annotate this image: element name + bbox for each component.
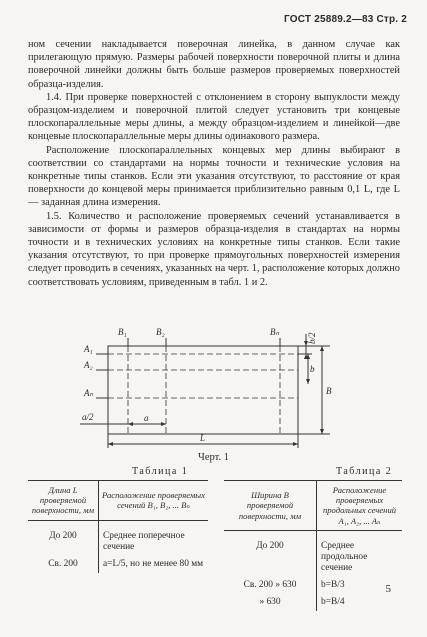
label-an: Aₙ (84, 388, 94, 398)
table2-header: Ширина B проверяемой поверхности, мм (224, 481, 317, 531)
label-bn: Bₙ (270, 327, 280, 337)
table1-header: Расположение проверяемых сечений B₁, B₂, ... Bₙ (99, 481, 209, 521)
label-half-a: a/2 (82, 412, 94, 422)
body-text (28, 38, 400, 289)
label-half-b: b/2 (307, 332, 317, 344)
drawing-1 (80, 324, 360, 452)
label-a: a (144, 413, 149, 423)
table-cell: Св. 200 (48, 558, 78, 569)
paragraph: 1.5. Количество и расположение проверяемых сечений устанавливается в зависимости от формы и размеров образца-изделия в стандартах на нормы точности и в технических условиях на конкретные типы станков. Если такие указания отсутствуют, то при проверке прямоугольных поверхностей измерения следует проводить в сечениях, указанных на черт. 1, расположение которых должно соответствовать условиям, приведенным в табл. 1 и 2. (28, 210, 400, 288)
table1-header: Длина L проверяемой поверхности, мм (28, 481, 99, 521)
paragraph: ном сечении накладывается поверочная линейка, в данном случае как прилегающую прямую. Размеры рабочей поверхности поверочной плиты и длина поверочной линейки должны быть больше размеров проверяемых поверхностей образца-изделия. (28, 39, 400, 90)
table-row (224, 594, 402, 611)
table-cell: До 200 (256, 540, 284, 551)
plate-outline (108, 346, 298, 434)
table-1 (28, 480, 208, 573)
table-row (224, 577, 402, 594)
table-cell: a=L/5, но не менее 80 мм (99, 556, 209, 573)
table-row (28, 556, 208, 573)
page-number: 5 (385, 583, 391, 595)
running-header: ГОСТ 25889.2—83 Стр. 2 (284, 14, 407, 25)
table-cell: Св. 200 » 630 (243, 579, 297, 590)
label-a2: A₂ (84, 360, 93, 370)
table-cell: b=B/3 (317, 577, 403, 594)
label-B: B (326, 386, 332, 396)
label-b: b (310, 364, 315, 374)
table-cell: b=B/4 (317, 594, 403, 611)
table-row (224, 530, 402, 577)
label-b2: B₂ (156, 327, 165, 337)
table-cell: Среднее поперечное сечение (99, 520, 209, 556)
table-cell: Среднее продольное сечение (317, 530, 403, 577)
table-cell: До 200 (49, 530, 77, 541)
figure-caption: Черт. 1 (198, 452, 229, 463)
label-a1: A₁ (84, 344, 93, 354)
table-2 (224, 480, 402, 611)
table2-header: Расположение проверяемых продольных сечений A₁, A₂, ... Aₙ (317, 481, 403, 531)
table2-title: Таблица 2 (336, 466, 393, 477)
label-L: L (200, 433, 206, 443)
label-b1: B₁ (118, 327, 127, 337)
table-row (28, 520, 208, 556)
table-cell: » 630 (259, 596, 281, 607)
paragraph: Расположение плоскопараллельных концевых мер длины выбирают в соответствии со стандартами на нормы точности и технические условия на конкретные типы станков. Если эти указания отсутствуют, то расстояние от края поверхности до концевой меры принимается приблизительно равным 0,1 L, где L — заданная длина измерения. (28, 144, 400, 209)
paragraph: 1.4. При проверке поверхностей с отклонением в сторону выпуклости между образцом-изделием и поверочной плитой следует установить три концевые плоскопараллельные меры длины, а между образцом-изделием и линейкой—две концевые плоскопараллельные меры длины одинакового размера. (28, 91, 400, 143)
table1-title: Таблица 1 (132, 466, 189, 477)
